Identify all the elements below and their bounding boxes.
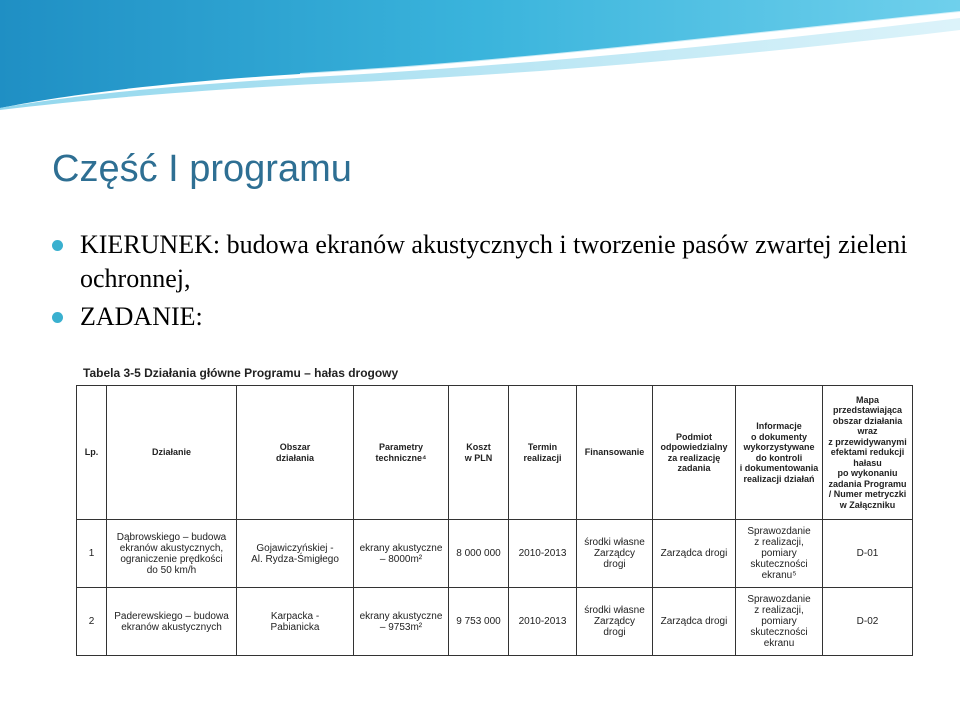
- header-cell: Podmiot odpowiedzialny za realizację zadania: [653, 386, 736, 520]
- table-cell-podmiot: Zarządca drogi: [653, 588, 736, 656]
- table-cell-koszt: 9 753 000: [449, 588, 509, 656]
- header-cell: Parametry techniczne⁴: [354, 386, 449, 520]
- bullet-text: KIERUNEK: budowa ekranów akustycznych i tworzenie pasów zwartej zieleni ochronnej,: [80, 230, 908, 293]
- header-cell: Finansowanie: [577, 386, 653, 520]
- table-cell-mapa: D-01: [823, 520, 913, 588]
- table-cell-mapa: D-02: [823, 588, 913, 656]
- table-row: [77, 588, 913, 656]
- bullet-dot-icon: [52, 240, 63, 251]
- header-cell: Mapa przedstawiająca obszar działania wraz z przewidywanymi efektami redukcji hałasu po wykonaniu zadania Programu / Numer metryczki w Załączniku: [823, 386, 913, 520]
- table-cell-lp: 1: [77, 520, 107, 588]
- bullet-item-kierunek: [52, 228, 912, 296]
- header-cell: Obszar działania: [237, 386, 354, 520]
- table-row: [77, 520, 913, 588]
- table-cell-parametry: ekrany akustyczne – 9753m²: [354, 588, 449, 656]
- table-header-row: [77, 386, 913, 520]
- table-cell-obszar: Karpacka - Pabianicka: [237, 588, 354, 656]
- header-cell: Informacje o dokumenty wykorzystywane do kontroli i dokumentowania realizacji działań: [736, 386, 823, 520]
- header-cell: Działanie: [107, 386, 237, 520]
- bullet-list: [52, 228, 912, 334]
- table-cell-obszar: Gojawiczyńskiej - Al. Rydza-Śmigłego: [237, 520, 354, 588]
- header-cell: Termin realizacji: [509, 386, 577, 520]
- bullet-text: ZADANIE:: [80, 302, 203, 331]
- slide-title: Część I programu: [52, 148, 352, 190]
- table-cell-dzialanie: Paderewskiego – budowa ekranów akustycznych: [107, 588, 237, 656]
- table-cell-termin: 2010-2013: [509, 588, 577, 656]
- table-cell-finansowanie: środki własne Zarządcy drogi: [577, 520, 653, 588]
- table-cell-dzialanie: Dąbrowskiego – budowa ekranów akustycznych, ograniczenie prędkości do 50 km/h: [107, 520, 237, 588]
- header-cell: Koszt w PLN: [449, 386, 509, 520]
- embedded-table-image: [76, 358, 914, 656]
- table-cell-koszt: 8 000 000: [449, 520, 509, 588]
- bullet-item-zadanie: [52, 300, 912, 334]
- table-cell-informacje: Sprawozdanie z realizacji, pomiary skuteczności ekranu: [736, 588, 823, 656]
- actions-table: [76, 385, 913, 656]
- table-cell-finansowanie: środki własne Zarządcy drogi: [577, 588, 653, 656]
- table-cell-termin: 2010-2013: [509, 520, 577, 588]
- bullet-dot-icon: [52, 312, 63, 323]
- table-cell-parametry: ekrany akustyczne – 8000m²: [354, 520, 449, 588]
- table-caption: Tabela 3-5 Działania główne Programu – hałas drogowy: [83, 366, 399, 380]
- table-cell-podmiot: Zarządca drogi: [653, 520, 736, 588]
- table-cell-informacje: Sprawozdanie z realizacji, pomiary skuteczności ekranu⁵: [736, 520, 823, 588]
- header-cell: Lp.: [77, 386, 107, 520]
- decorative-wave-banner: [0, 0, 960, 110]
- table-cell-lp: 2: [77, 588, 107, 656]
